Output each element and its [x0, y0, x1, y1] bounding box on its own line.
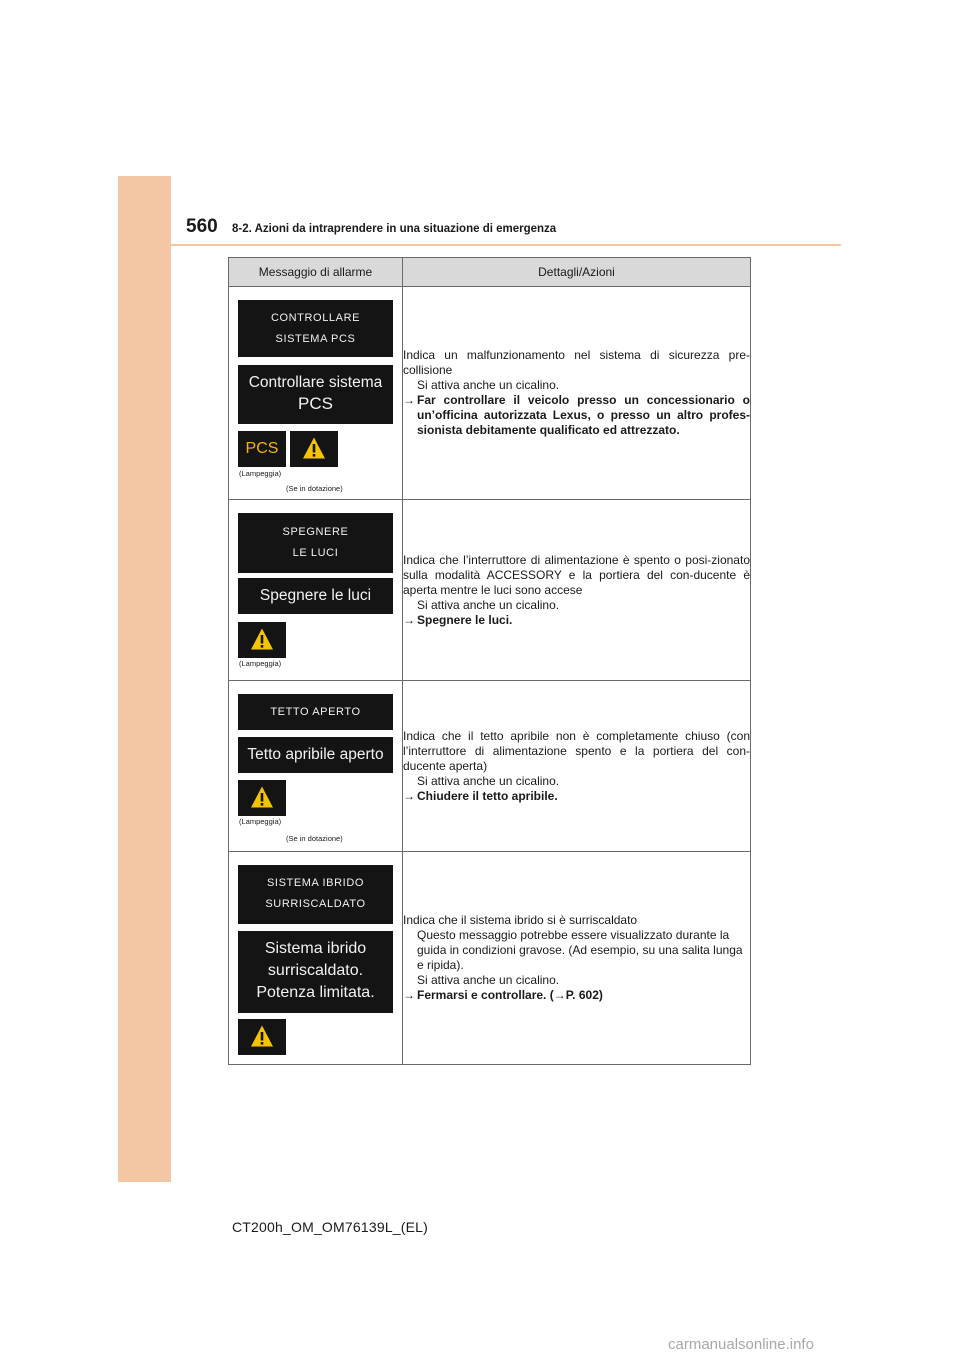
section-title: 8-2. Azioni da intraprendere in una situazione di emergenza	[232, 223, 557, 235]
description-text: Indica che il sistema ibrido si è surriscaldato	[403, 913, 638, 927]
lcd-message-display: SPEGNERE LE LUCI	[238, 513, 393, 573]
watermark: carmanualsonline.info	[668, 1336, 814, 1353]
column-header-message: Messaggio di allarme	[229, 258, 403, 287]
buzzer-note: Si attiva anche un cicalino.	[417, 973, 560, 987]
arrow-right-icon: →	[403, 988, 415, 1002]
table-row	[229, 852, 751, 1065]
lcd-message-display: CONTROLLARE SISTEMA PCS	[238, 300, 393, 357]
description-text: Indica un malfunzionamento nel sistema di sicurezza pre-collisione	[403, 348, 750, 377]
details-cell	[403, 852, 751, 1065]
if-equipped-note: (Se in dotazione)	[286, 484, 343, 493]
column-header-details: Dettagli/Azioni	[403, 258, 751, 287]
details-cell	[403, 500, 751, 681]
arrow-right-icon: →	[403, 393, 415, 407]
flashing-note: (Lampeggia)	[239, 469, 282, 478]
warning-triangle-icon	[290, 431, 338, 467]
message-visual-cell	[229, 681, 403, 852]
details-cell	[403, 287, 751, 500]
action-text: → Far controllare il veicolo presso un concessionario o un’officina autorizzata Lexus, o presso un altro profes-sionista debitamente qualificato ed attrezzato.	[403, 393, 750, 437]
table-row	[229, 500, 751, 681]
arrow-right-icon: →	[403, 788, 415, 803]
document-code: CT200h_OM_OM76139L_(EL)	[232, 1219, 429, 1235]
lcd-message-display: TETTO APERTO	[238, 694, 393, 730]
description-text: Indica che il tetto apribile non è completamente chiuso (con l’interruttore di alimentazione spento e la portiera del con-ducente aperta)	[403, 728, 750, 773]
action-text: → Spegnere le luci.	[403, 612, 513, 627]
action-text: → Fermarsi e controllare. (→P. 602)	[403, 988, 603, 1002]
side-tab-bar	[118, 176, 171, 1182]
warning-message-table	[228, 257, 751, 1065]
buzzer-note: Si attiva anche un cicalino.	[417, 773, 560, 788]
warning-triangle-icon	[238, 780, 286, 816]
table-header-row	[229, 258, 751, 287]
details-cell	[403, 681, 751, 852]
message-visual-cell	[229, 287, 403, 500]
header-rule	[171, 244, 841, 246]
multi-info-display-message: Tetto apribile aperto	[238, 737, 393, 773]
pcs-indicator: PCS	[238, 431, 286, 467]
flashing-note: (Lampeggia)	[239, 659, 282, 668]
warning-triangle-icon	[238, 622, 286, 658]
arrow-right-icon: →	[403, 612, 415, 627]
buzzer-note: Si attiva anche un cicalino.	[417, 597, 560, 612]
lcd-message-display: SISTEMA IBRIDO SURRISCALDATO	[238, 865, 393, 924]
table-row	[229, 287, 751, 500]
description-text: Indica che l’interruttore di alimentazione è spento o posi-zionato sulla modalità ACCESSORY e la portiera del con-ducente è aperta mentre le luci sono accese	[403, 552, 750, 597]
multi-info-display-message: Sistema ibrido surriscaldato. Potenza limitata.	[238, 931, 393, 1013]
flashing-note: (Lampeggia)	[239, 817, 282, 826]
message-visual-cell	[229, 852, 403, 1065]
multi-info-display-message: Spegnere le luci	[238, 578, 393, 614]
message-visual-cell	[229, 500, 403, 681]
action-text: → Chiudere il tetto apribile.	[403, 788, 558, 803]
condition-note: Questo messaggio potrebbe essere visualizzato durante la guida in condizioni gravose. (Ad esempio, su una salita lunga e ripida).	[417, 928, 743, 972]
buzzer-note: Si attiva anche un cicalino.	[417, 378, 560, 392]
multi-info-display-message: Controllare sistema PCS	[238, 365, 393, 424]
page-number: 560	[186, 216, 218, 237]
if-equipped-note: (Se in dotazione)	[286, 834, 343, 843]
warning-triangle-icon	[238, 1019, 286, 1055]
table-row	[229, 681, 751, 852]
